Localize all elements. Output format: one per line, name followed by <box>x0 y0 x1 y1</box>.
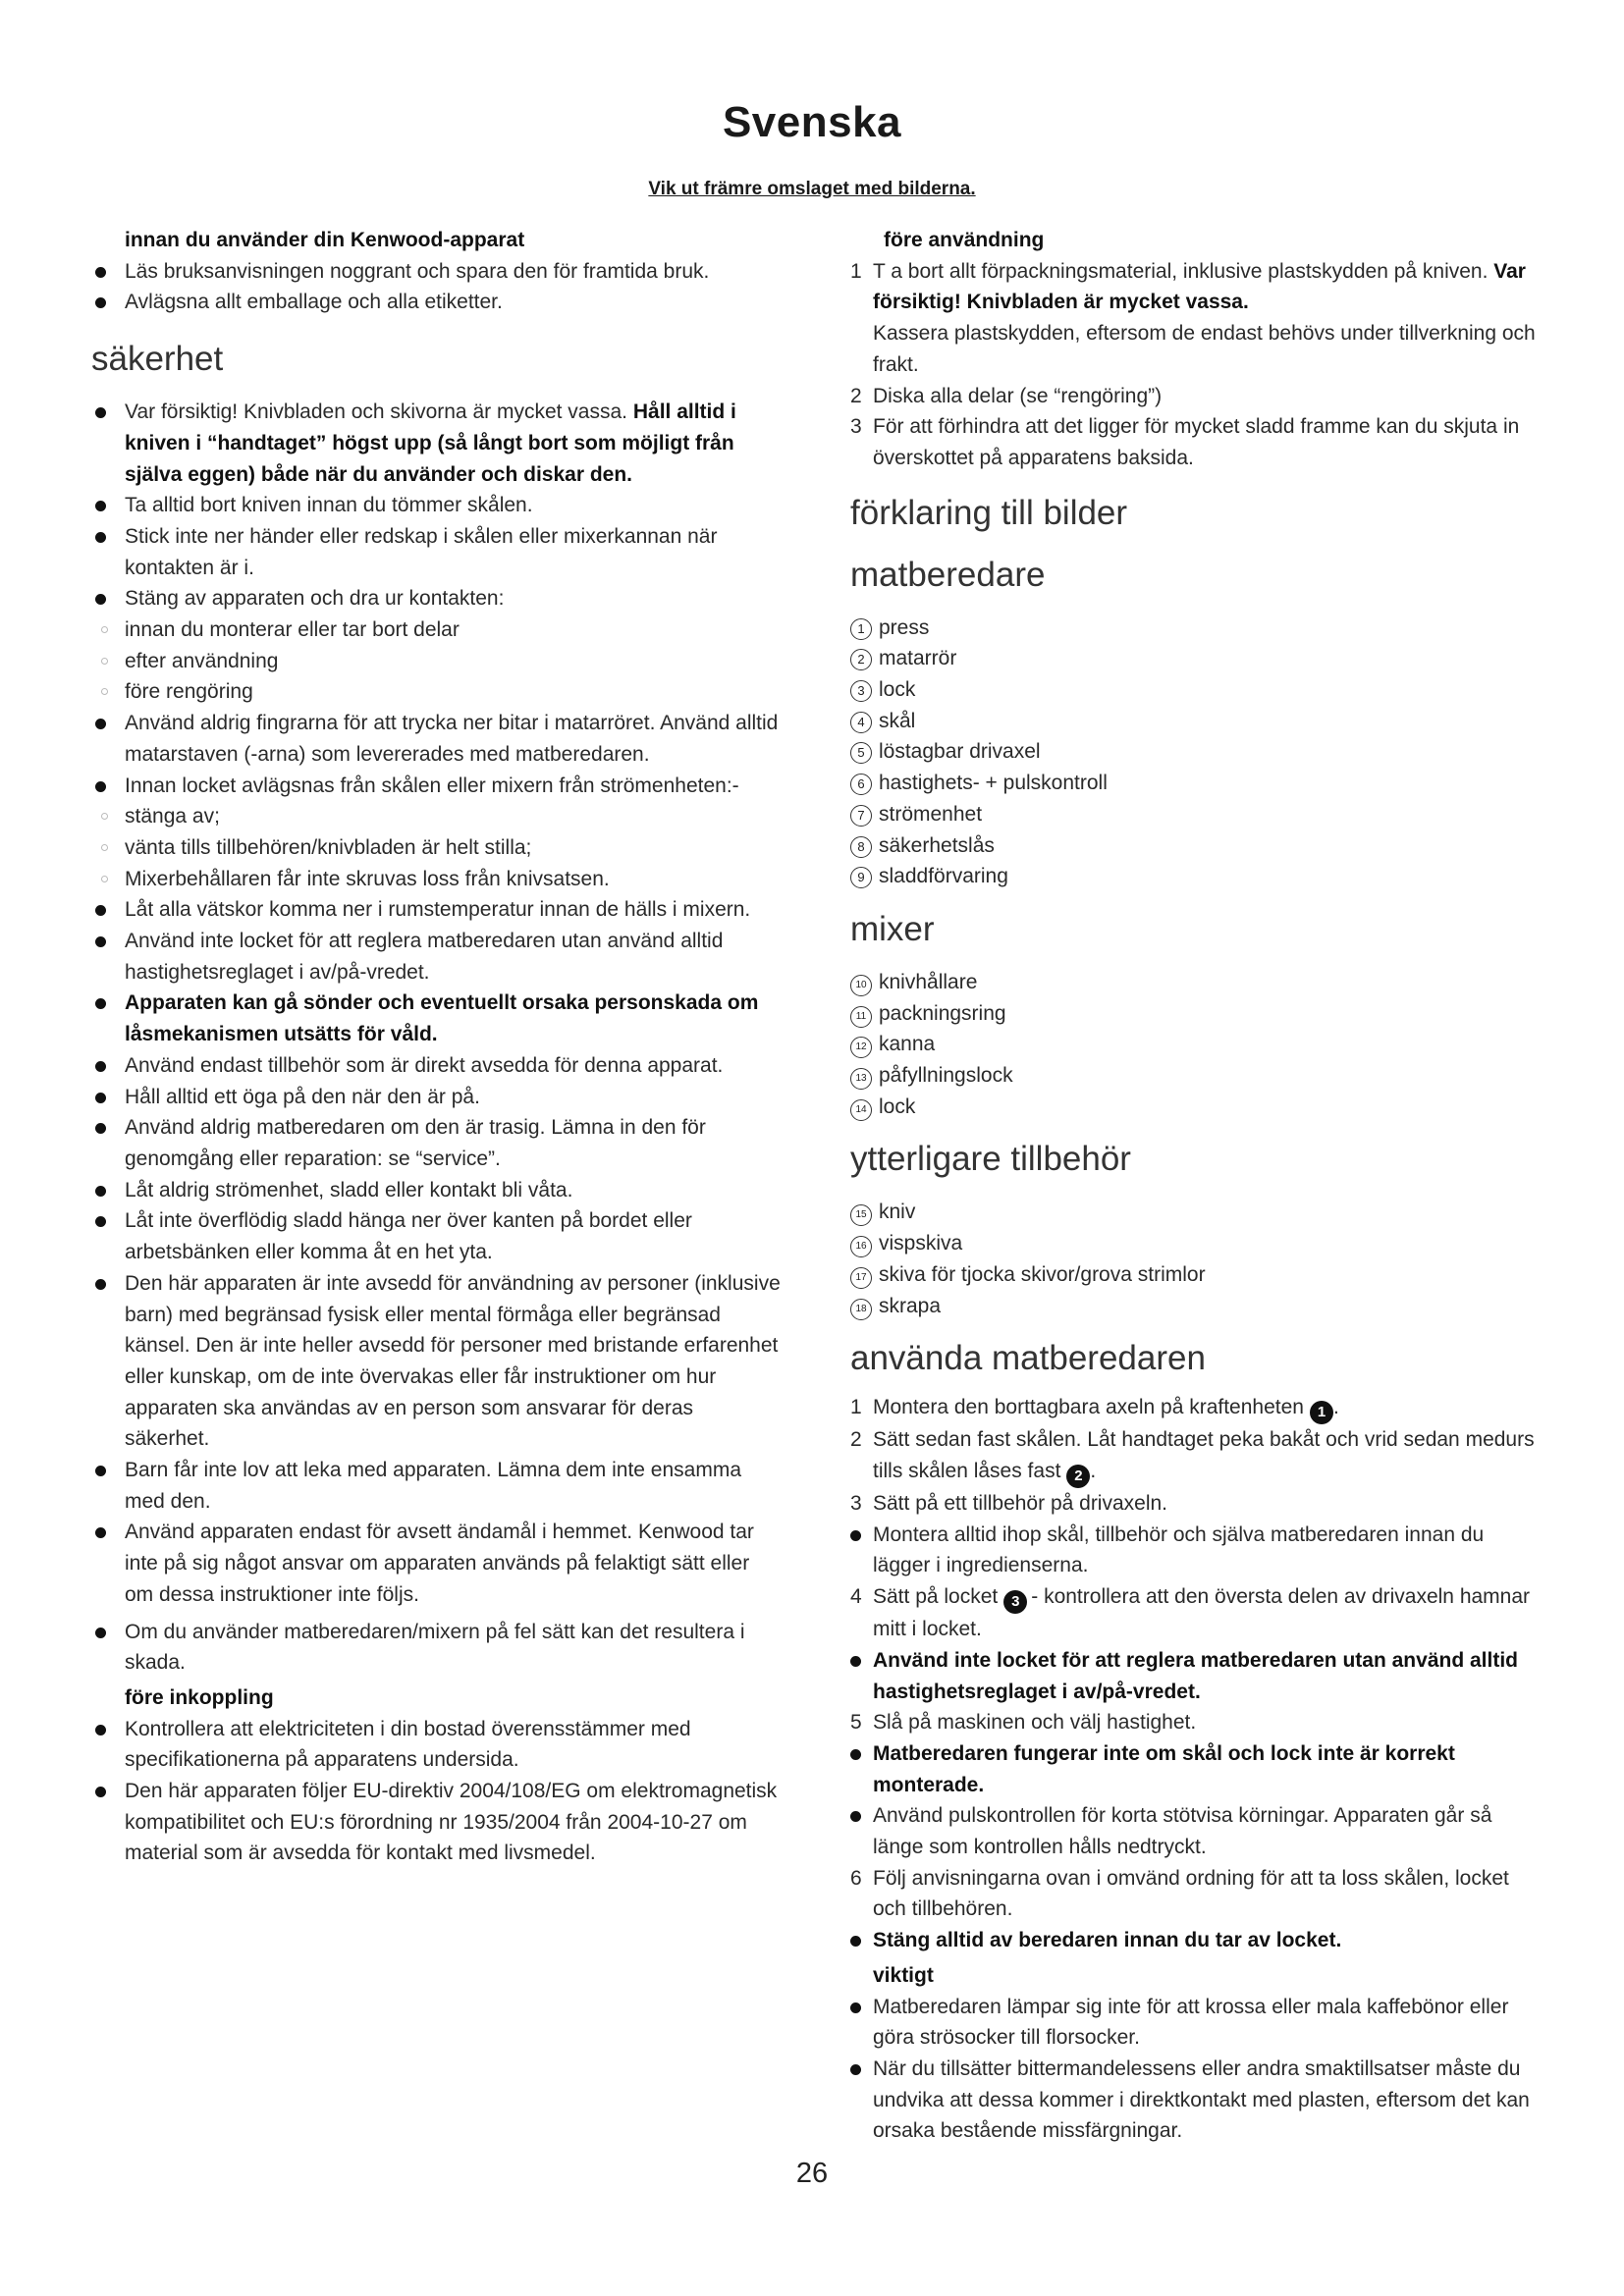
part-label: strömenhet <box>879 802 983 826</box>
part-label: sladdförvaring <box>879 865 1008 888</box>
part-item <box>850 861 1538 892</box>
page-number: 26 <box>795 2158 829 2189</box>
using-warning: Använd inte locket för att reglera matberedaren utan använd alltid hastighetsreglaget i av/på-vredet. <box>850 1645 1538 1707</box>
part-label: packningsring <box>879 1001 1006 1025</box>
before-connect-heading: före inkoppling <box>125 1685 274 1709</box>
part-item <box>850 799 1538 830</box>
part-number-icon: 14 <box>850 1099 872 1121</box>
connect-item: Kontrollera att elektriciteten i din bostad överensstämmer med specifikationerna på apparatens undersida. <box>91 1714 781 1776</box>
using-step: 5 Slå på maskinen och välj hastighet. <box>850 1711 1197 1735</box>
part-label: lock <box>879 678 916 702</box>
safety-subitem: Mixerbehållaren får inte skruvas loss från knivsatsen. <box>91 864 781 895</box>
part-number-icon: 18 <box>850 1299 872 1320</box>
bullet-icon <box>95 407 106 418</box>
part-item <box>850 1060 1538 1092</box>
bullet-icon <box>850 2002 861 2013</box>
connect-item: Den här apparaten följer EU-direktiv 2004/108/EG om elektromagnetisk kompatibilitet och EU:s förordning nr 1935/2004 från 2004-10-27 om material som är avsedda för kontakt med livsmedel. <box>91 1776 781 1869</box>
safety-item: Stick inte ner händer eller redskap i skålen eller mixerkannan när kontakten är i. <box>91 521 781 583</box>
part-label: kanna <box>879 1033 936 1056</box>
bullet-icon <box>95 1279 106 1290</box>
before-use-heading: före användning <box>884 229 1045 251</box>
part-number-icon: 3 <box>850 680 872 702</box>
using-warning: Stäng alltid av beredaren innan du tar av locket. <box>850 1925 1538 1956</box>
intro-heading: innan du använder din Kenwood-apparat <box>125 229 525 251</box>
bullet-icon <box>850 1530 861 1541</box>
safety-item: Om du använder matberedaren/mixern på fel sätt kan det resultera i skada. <box>91 1617 781 1679</box>
using-step: 2 Sätt sedan fast skålen. Låt handtaget peka bakåt och vrid sedan medurs tills skålen låses fast 2 . <box>850 1424 1538 1488</box>
part-label: lock <box>879 1095 916 1118</box>
safety-subitem: innan du monterar eller tar bort delar <box>91 614 781 646</box>
bullet-icon <box>95 594 106 605</box>
using-note: Använd pulskontrollen för korta stötvisa körningar. Apparaten går så länge som kontrollen hålls nedtryckt. <box>850 1800 1538 1862</box>
part-label: skiva för tjocka skivor/grova strimlor <box>879 1262 1206 1286</box>
bullet-icon <box>95 998 106 1009</box>
important-item: När du tillsätter bittermandelessens eller andra smaktillsatser måste du undvika att dessa kommer i direktkontakt med plasten, eftersom det kan orsaka bestående missfärgningar. <box>850 2054 1538 2147</box>
safety-subitem: vänta tills tillbehören/knivbladen är helt stilla; <box>91 832 781 864</box>
bullet-icon <box>95 501 106 511</box>
safety-item: Använd endast tillbehör som är direkt avsedda för denna apparat. <box>91 1050 781 1082</box>
safety-subitem: stänga av; <box>91 801 781 832</box>
intro-item: Avlägsna allt emballage och alla etiketter. <box>91 287 781 318</box>
bullet-icon <box>95 719 106 729</box>
safety-item: Låt alla vätskor komma ner i rumstemperatur innan de hälls i mixern. <box>91 894 781 926</box>
processor-heading: matberedare <box>850 555 1046 594</box>
circle-bullet-icon <box>101 813 108 820</box>
right-column <box>850 225 1538 2147</box>
circle-bullet-icon <box>101 626 108 633</box>
part-number-icon: 8 <box>850 836 872 858</box>
using-step: 6 Följ anvisningarna ovan i omvänd ordning för att ta loss skålen, locket och tillbehören. <box>850 1866 1509 1921</box>
safety-subitem: efter användning <box>91 646 781 677</box>
processor-parts-list <box>850 613 1538 892</box>
part-number-icon: 2 <box>850 649 872 670</box>
using-warning: Matberedaren fungerar inte om skål och lock inte är korrekt monterade. <box>850 1738 1538 1800</box>
part-number-icon: 13 <box>850 1068 872 1090</box>
bullet-icon <box>850 2064 861 2075</box>
safety-item: Stäng av apparaten och dra ur kontakten: <box>91 583 781 614</box>
bullet-icon <box>95 1725 106 1735</box>
safety-heading: säkerhet <box>91 340 224 379</box>
part-label: säkerhetslås <box>879 833 995 857</box>
bullet-icon <box>95 936 106 947</box>
part-item <box>850 674 1538 706</box>
mixer-parts-list <box>850 967 1538 1123</box>
important-heading: viktigt <box>873 1963 934 1987</box>
using-heading: använda matberedaren <box>850 1339 1206 1378</box>
before-use-step: 2 Diska alla delar (se “rengöring”) <box>850 384 1163 407</box>
using-note: Montera alltid ihop skål, tillbehör och själva matberedaren innan du lägger i ingredienserna. <box>850 1520 1538 1581</box>
part-label: kniv <box>879 1201 916 1224</box>
part-number-icon: 5 <box>850 742 872 764</box>
bullet-icon <box>95 1123 106 1134</box>
part-label: skrapa <box>879 1294 942 1317</box>
before-use-step: 3 För att förhindra att det ligger för mycket sladd framme kan du skjuta in överskottet på apparatens baksida. <box>850 415 1520 469</box>
part-number-icon: 10 <box>850 975 872 996</box>
part-number-icon: 1 <box>850 618 872 640</box>
using-step: 3 Sätt på ett tillbehör på drivaxeln. <box>850 1491 1168 1515</box>
part-label: påfyllningslock <box>879 1064 1013 1088</box>
safety-item: Använd inte locket för att reglera matberedaren utan använd alltid hastighetsreglaget i av/på-vredet. <box>91 926 781 988</box>
part-item <box>850 643 1538 674</box>
part-number-icon: 12 <box>850 1037 872 1058</box>
part-number-icon: 4 <box>850 712 872 733</box>
safety-item: Låt aldrig strömenhet, sladd eller kontakt bli våta. <box>91 1175 781 1206</box>
safety-item: Barn får inte lov att leka med apparaten. Lämna dem inte ensamma med den. <box>91 1455 781 1517</box>
bullet-icon <box>95 297 106 308</box>
part-item <box>850 1092 1538 1123</box>
safety-item: Håll alltid ett öga på den när den är på. <box>91 1082 781 1113</box>
left-column <box>91 225 781 1869</box>
part-item <box>850 768 1538 799</box>
bullet-icon <box>95 781 106 792</box>
part-number-icon: 15 <box>850 1204 872 1226</box>
part-label: skål <box>879 709 916 732</box>
circle-bullet-icon <box>101 658 108 665</box>
mixer-heading: mixer <box>850 909 935 948</box>
extra-parts-list <box>850 1197 1538 1321</box>
part-label: vispskiva <box>879 1232 963 1255</box>
part-item <box>850 967 1538 998</box>
safety-item: Låt inte överflödig sladd hänga ner över kanten på bordet eller arbetsbänken eller komma åt en het yta. <box>91 1205 781 1267</box>
extra-heading: ytterligare tillbehör <box>850 1140 1131 1179</box>
using-step: 1 Montera den borttagbara axeln på kraftenheten 1 . <box>850 1392 1538 1424</box>
safety-item: Den här apparaten är inte avsedd för användning av personer (inklusive barn) med begränsad fysisk eller mental förmåga eller begränsad känsel. Den är inte heller avsedd för personer med bristande erfarenhet eller kunskap, om de inte övervakas eller får instruktioner om hur apparaten ska användas av en person som ansvarar för deras säkerhet. <box>91 1268 781 1455</box>
part-item <box>850 1259 1538 1291</box>
part-label: hastighets- + pulskontroll <box>879 772 1108 795</box>
page-subtitle: Vik ut främre omslaget med bilderna. <box>648 179 976 199</box>
bullet-icon <box>95 267 106 278</box>
circle-bullet-icon <box>101 876 108 882</box>
safety-item: Apparaten kan gå sönder och eventuellt orsaka personskada om låsmekanismen utsätts för våld. <box>91 988 781 1049</box>
safety-item: Var försiktig! Knivbladen och skivorna är mycket vassa. Håll alltid i kniven i “handtaget” högst upp (så långt bort som möjligt från själva eggen) både när du använder och diskar den. <box>91 397 781 490</box>
key-heading: förklaring till bilder <box>850 493 1128 532</box>
part-number-icon: 11 <box>850 1006 872 1028</box>
part-item <box>850 736 1538 768</box>
bullet-icon <box>95 1093 106 1103</box>
part-item <box>850 998 1538 1030</box>
bullet-icon <box>850 1811 861 1822</box>
bullet-icon <box>95 1061 106 1072</box>
bullet-icon <box>95 1216 106 1227</box>
bullet-icon <box>95 1527 106 1538</box>
safety-item: Ta alltid bort kniven innan du tömmer skålen. <box>91 490 781 521</box>
part-item <box>850 1228 1538 1259</box>
bullet-icon <box>850 1749 861 1760</box>
bullet-icon <box>95 1186 106 1197</box>
safety-item: Innan locket avlägsnas från skålen eller mixern från strömenheten:- <box>91 771 781 802</box>
important-item: Matberedaren lämpar sig inte för att krossa eller mala kaffebönor eller göra strösocker till florsocker. <box>850 1992 1538 2054</box>
part-number-icon: 16 <box>850 1236 872 1257</box>
part-item <box>850 830 1538 862</box>
part-number-icon: 7 <box>850 805 872 827</box>
intro-item: Läs bruksanvisningen noggrant och spara den för framtida bruk. <box>91 256 781 288</box>
before-use-step: 1 T a bort allt förpackningsmaterial, inklusive plastskydden på kniven. Var försiktig! Knivbladen är mycket vassa. Kassera plastskydden, eftersom de endast behövs under tillverkning och frakt. <box>850 259 1536 376</box>
safety-item: Använd apparaten endast för avsett ändamål i hemmet. Kenwood tar inte på sig något ansvar om apparaten används på felaktigt sätt eller om dessa instruktioner inte följs. <box>91 1517 781 1610</box>
page-title: Svenska <box>722 98 902 146</box>
part-item <box>850 613 1538 644</box>
figure-badge: 3 <box>1003 1590 1027 1614</box>
part-label: press <box>879 615 930 639</box>
bullet-icon <box>95 1628 106 1638</box>
part-number-icon: 9 <box>850 867 872 888</box>
figure-badge: 1 <box>1310 1401 1333 1424</box>
bullet-icon <box>95 532 106 543</box>
using-step: 4 Sätt på locket 3 - kontrollera att den översta delen av drivaxeln hamnar mitt i locket. <box>850 1585 1531 1641</box>
bullet-icon <box>850 1656 861 1667</box>
bullet-icon <box>95 1787 106 1797</box>
part-number-icon: 17 <box>850 1267 872 1289</box>
safety-item: Använd aldrig fingrarna för att trycka ner bitar i matarröret. Använd alltid matarstaven (-arna) som levererades med matberedaren. <box>91 708 781 770</box>
part-item <box>850 1291 1538 1322</box>
bullet-icon <box>95 905 106 916</box>
part-label: löstagbar drivaxel <box>879 740 1041 764</box>
part-item <box>850 1029 1538 1060</box>
circle-bullet-icon <box>101 688 108 695</box>
bullet-icon <box>850 1936 861 1947</box>
part-label: matarrör <box>879 647 957 670</box>
part-number-icon: 6 <box>850 774 872 795</box>
part-item <box>850 1197 1538 1228</box>
safety-subitem: före rengöring <box>91 676 781 708</box>
safety-item: Använd aldrig matberedaren om den är trasig. Lämna in den för genomgång eller reparation: se “service”. <box>91 1112 781 1174</box>
figure-badge: 2 <box>1066 1465 1090 1488</box>
bullet-icon <box>95 1466 106 1476</box>
circle-bullet-icon <box>101 844 108 851</box>
part-item <box>850 706 1538 737</box>
part-label: knivhållare <box>879 970 978 993</box>
